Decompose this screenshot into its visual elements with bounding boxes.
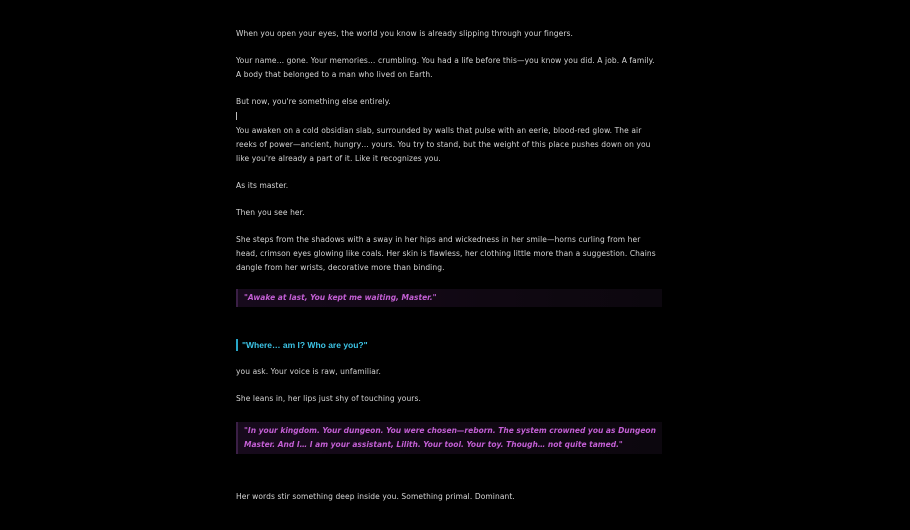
story-paragraph-she-leans: She leans in, her lips just shy of touching yours.: [236, 394, 421, 403]
story-paragraph-memories: Your name… gone. Your memories… crumbling. You had a life before this—you know you did. A job. A family. A body that belonged to a man who lived on Earth.: [236, 56, 655, 79]
lilith-dialogue-quote: "Awake at last, You kept me waiting, Master.": [236, 289, 662, 307]
story-paragraph-words-stir: Her words stir something deep inside you. Something primal. Dominant.: [236, 492, 515, 501]
lilith-dialogue-quote-kingdom: "In your kingdom. Your dungeon. You were chosen—reborn. The system crowned you as Dungeon Master. And I… I am your assistant, Lilith. Your tool. Your toy. Though… not quite tamed.": [236, 422, 662, 454]
player-dialogue-reply: "Where… am I? Who are you?": [236, 339, 662, 351]
story-paragraph-description: She steps from the shadows with a sway in her hips and wickedness in her smile—horns curling from her head, crimson eyes glowing like coals. Her skin is flawless, her clothing little more than a suggestion. Chains dangle from her wrists, decorative more than binding.: [236, 235, 656, 272]
story-paragraph-see-her: Then you see her.: [236, 208, 305, 217]
story-paragraph-you-ask: you ask. Your voice is raw, unfamiliar.: [236, 367, 381, 376]
story-paragraph-awaken: You awaken on a cold obsidian slab, surrounded by walls that pulse with an eerie, blood-red glow. The air reeks of power—ancient, hungry… yours. You try to stand, but the weight of this place pushes down on you like you're already a part of it. Like it recognizes you.: [236, 126, 651, 163]
story-paragraph-opening: When you open your eyes, the world you know is already slipping through your fingers.: [236, 29, 574, 38]
story-content: [236, 27, 662, 517]
story-paragraph-master: As its master.: [236, 181, 289, 190]
text-cursor: [236, 112, 237, 120]
story-paragraph-something-else: But now, you're something else entirely.: [236, 97, 391, 106]
